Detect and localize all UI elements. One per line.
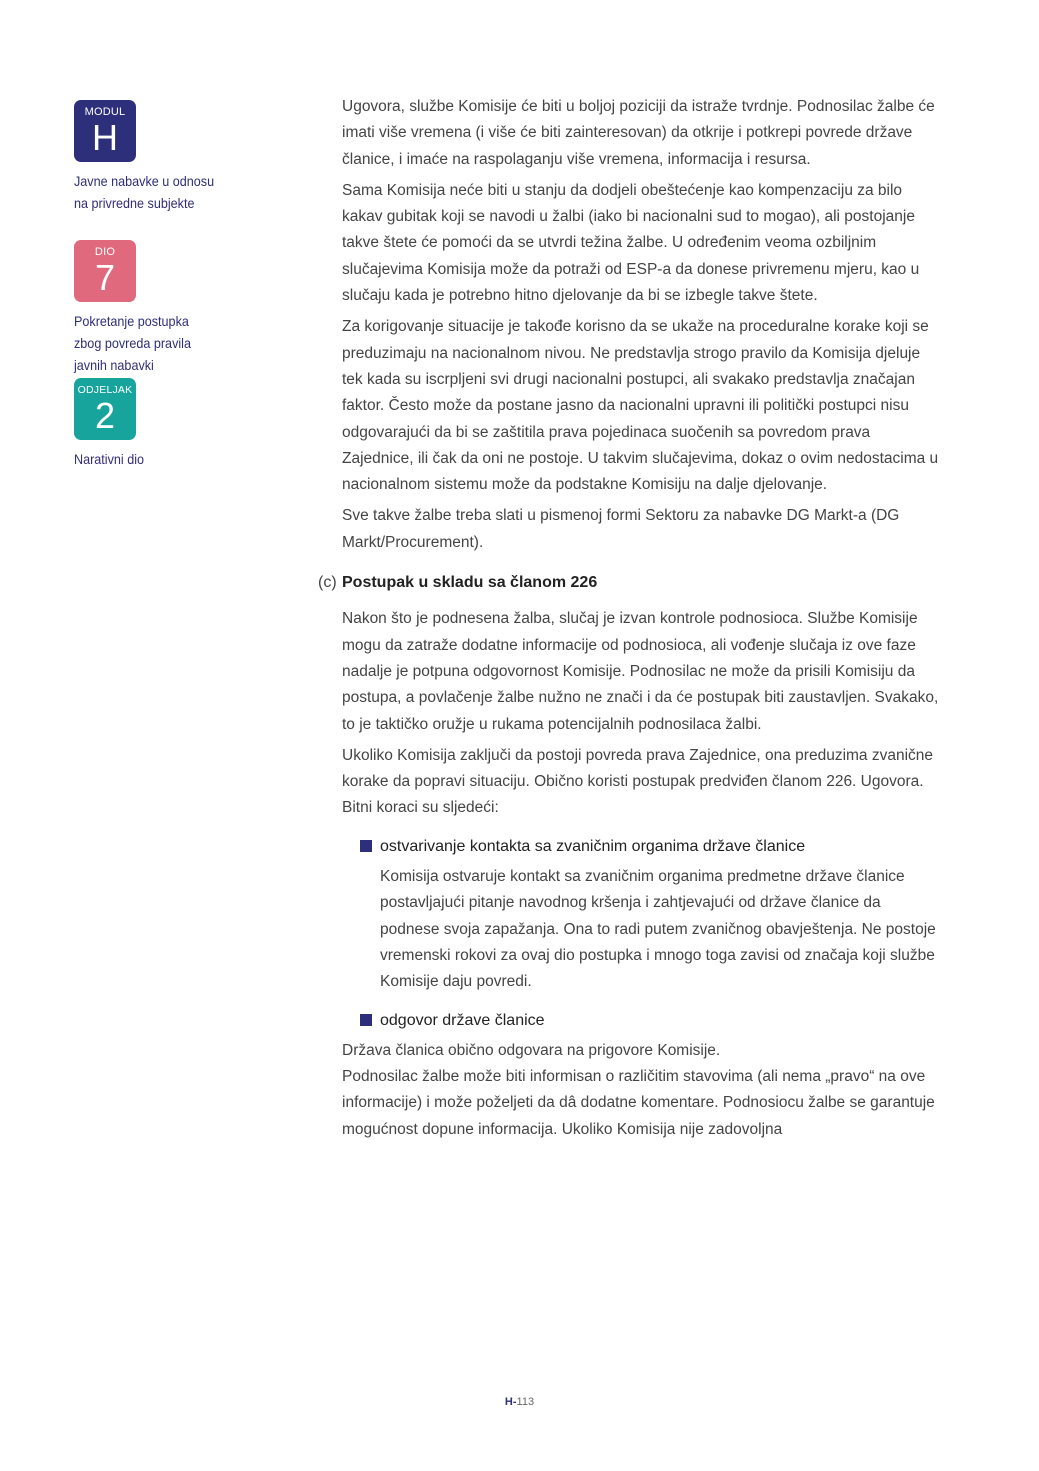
odjeljak-badge-number: 2 [94, 395, 116, 436]
dio-badge-number: 7 [94, 257, 116, 298]
section-title: Postupak u skladu sa članom 226 [342, 574, 598, 592]
modul-badge-letter: H [92, 117, 118, 158]
modul-badge-caption: MODUL [84, 106, 126, 118]
page-prefix: H- [504, 1396, 517, 1408]
paragraph: Država članica obično odgovara na prigovore Komisije. [342, 1041, 721, 1059]
paragraph: Sve takve žalbe treba slati u pismenoj formi Sektoru za nabavke DG Markt-a (DG Markt/Procurement). [342, 507, 900, 551]
square-bullet-icon [360, 1014, 372, 1026]
paragraph: Sama Komisija neće biti u stanju da dodjeli obeštećenje kao kompenzaciju za bilo kakav gubitak koji se navodi u žalbi (iako bi nacionalni sud to mogao), ali postojanje takve štete će pomoći da se utvrdi težina žalbe. U određenim veoma ozbiljnim slučajevima Komisija može da potraži od ESP-a da donese privremenu mjeru, kao u slučaju kada je potrebno hitno djelovanje da bi se izbegle takve štete. [342, 181, 920, 305]
odjeljak-label: Narativni dio [74, 451, 145, 467]
sidebar [74, 100, 274, 470]
modul-badge [74, 100, 136, 162]
odjeljak-badge-caption: ODJELJAK [77, 384, 133, 396]
bullet-heading [380, 1008, 942, 1034]
paragraph: Nakon što je podnesena žalba, slučaj je izvan kontrole podnosioca. Službe Komisije mogu da zatraže dodatne informacije od podnosioca, ali vođenje slučaja iz ove faze nadalje je potpuna odgovornost Komisije. Podnosilac ne može da prisili Komisiju da postupa, a povlačenje žalbe nužno ne znači i da će postupak biti zaustavljen. Svakako, to je taktičko oružje u rukama potencijalnih podnosilaca žalbi. [342, 610, 939, 733]
section-heading [318, 570, 942, 596]
bullet-paragraph: Komisija ostvaruje kontakt sa zvaničnim organima predmetne države članice postavljajući pitanje navodnog kršenja i zahtjevajući od države članice da podnese svoja zapažanja. Ona to radi putem zvaničnog obavještenja. Ne postoje vremenski rokovi za ovaj dio postupka i mnogo toga zavisi od značaja koji službe Komisije daju povredi. [380, 868, 936, 991]
square-bullet-icon [360, 840, 372, 852]
bullet-title: ostvarivanje kontakta sa zvaničnim organima države članice [380, 837, 806, 855]
paragraph: Podnosilac žalbe može biti informisan o različitim stavovima (ali nema „pravo“ na ove informacije) i može poželjeti da dâ dodatne komentare. Podnosiocu žalbe se garantuje mogućnost dopune informacija. Ukoliko Komisija nije zadovoljna [342, 1068, 935, 1138]
section-marker: (c) [318, 574, 337, 592]
page-number-value: 113 [516, 1396, 535, 1408]
modul-label: Javne nabavke u odnosu na privredne subjekte [74, 173, 215, 211]
page-number [0, 1396, 1039, 1408]
bullet-title: odgovor države članice [380, 1011, 545, 1029]
dio-label: Pokretanje postupka zbog povreda pravila javnih nabavki [74, 313, 191, 373]
odjeljak-badge [74, 378, 136, 440]
paragraph: Ukoliko Komisija zaključi da postoji povreda prava Zajednice, ona preduzima zvanične korake da popravi situaciju. Obično koristi postupak predviđen članom 226. Ugovora. Bitni koraci su sljedeći: [342, 746, 934, 817]
dio-badge [74, 240, 136, 302]
main-content [318, 94, 942, 1148]
bullet-heading [380, 834, 942, 860]
paragraph: Za korigovanje situacije je takođe korisno da se ukaže na proceduralne korake koji se preduzimaju na nacionalnom nivou. Ne predstavlja strogo pravilo da Komisija djeluje tek kada su iscrpljeni svi drugi nacionalni postupci, ali svakako predstavlja značajan faktor. Često može da postane jasno da nacionalni upravni ili politički postupci nisu odgovarajući da bi se zaštitila prava pojedinaca suočenih sa povredom prava Zajednice, ili čak da oni ne postoje. U takvim slučajevima, dokaz o ovim nedostacima u nacionalnom sistemu može da podstakne Komisiju na dalje djelovanje. [342, 318, 939, 494]
dio-badge-caption: DIO [94, 246, 116, 258]
paragraph: Ugovora, službe Komisije će biti u boljoj poziciji da istraže tvrdnje. Podnosilac žalbe će imati više vremena (i više će biti zainteresovan) da otkrije i potkrepi povrede države članice, i imaće na raspolaganju više vremena, informacija i resursa. [342, 98, 935, 168]
